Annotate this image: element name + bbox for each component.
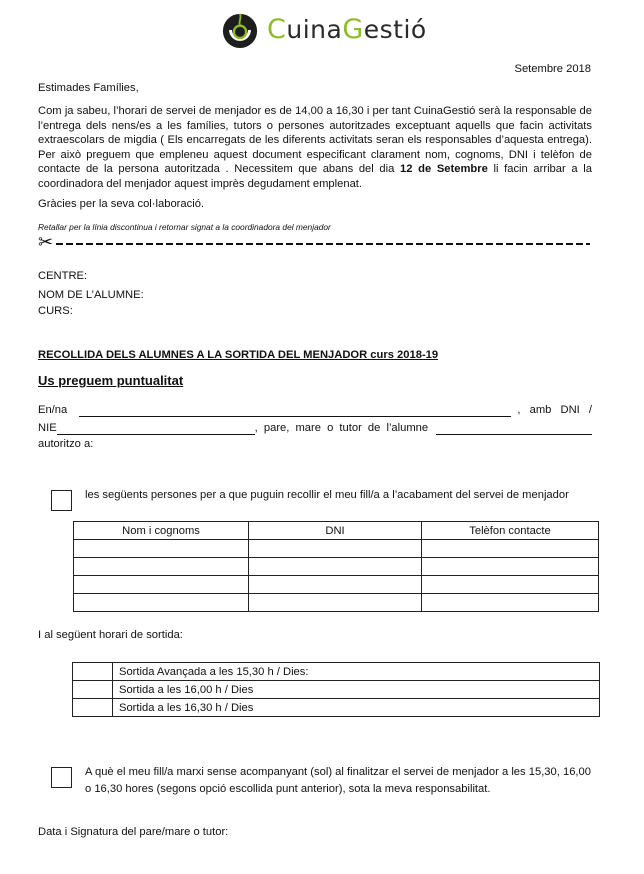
logo-text-gestio: estió xyxy=(363,15,427,44)
schedule-row xyxy=(73,699,600,717)
option1-checkbox[interactable] xyxy=(51,490,72,511)
cell-phone[interactable] xyxy=(422,594,599,612)
schedule-row xyxy=(73,681,600,699)
table-row xyxy=(74,540,599,558)
cell-phone[interactable] xyxy=(422,558,599,576)
schedule-option-label: Sortida a les 16,00 h / Dies xyxy=(113,681,600,699)
signature-label: Data i Signatura del pare/mare o tutor: xyxy=(38,826,229,838)
letter-body-text: Com ja sabeu, l’horari de servei de menjador es de 14,00 a 16,30 i per tant CuinaGestió serà la responsable de l’entrega dels nens/es a les famílies, tutors o persones autoritzades exceptuant aquells que facin activitats extraescolars de migdia ( Els encarregats de les diferents activitats seran els responsables d’aquesta entrega). Per això preguem que empleneu aquest document especificant clarament nom, cognoms, DNI i telèfon de contacte de la persona autoritzada . Necessitem que abans del dia xyxy=(38,105,592,175)
cell-phone[interactable] xyxy=(422,576,599,594)
student-name-field[interactable] xyxy=(436,423,592,435)
option2-checkbox[interactable] xyxy=(51,767,72,788)
nie-label: NIE xyxy=(38,422,57,434)
field-course-label: CURS: xyxy=(38,305,73,317)
table-header-row xyxy=(74,522,599,540)
cell-dni[interactable] xyxy=(249,576,422,594)
logo-text-cuina: uina xyxy=(286,15,343,44)
schedule-option-label: Sortida Avançada a les 15,30 h / Dies: xyxy=(113,663,600,681)
cell-dni[interactable] xyxy=(249,540,422,558)
schedule-select-cell[interactable] xyxy=(73,699,113,717)
schedule-select-cell[interactable] xyxy=(73,681,113,699)
field-centre-label: CENTRE: xyxy=(38,270,88,282)
authorized-persons-table xyxy=(73,521,599,612)
table-row xyxy=(74,594,599,612)
table-row xyxy=(74,558,599,576)
logo-letter-c: C xyxy=(267,14,287,45)
letter-date: Setembre 2018 xyxy=(514,63,591,75)
cut-instruction: Retallar per la línia discontinua i retornar signat a la coordinadora del menjador xyxy=(38,222,331,232)
cell-name[interactable] xyxy=(74,576,249,594)
letter-body-text-end: li facin arribar a la coordinadora del menjador aquest imprès degudament emplenat. xyxy=(38,163,592,190)
greeting: Estimades Famílies, xyxy=(38,82,139,94)
authorize-label: autoritzo a: xyxy=(38,438,94,450)
schedule-option-label: Sortida a les 16,30 h / Dies xyxy=(113,699,600,717)
authorization-line-2 xyxy=(38,419,592,435)
cell-dni[interactable] xyxy=(249,594,422,612)
schedule-intro: I al següent horari de sortida: xyxy=(38,629,183,641)
punctuality-subtitle: Us preguem puntualitat xyxy=(38,373,184,388)
en-na-label: En/na xyxy=(38,404,68,416)
guardian-dni-field[interactable] xyxy=(57,423,255,435)
schedule-select-cell[interactable] xyxy=(73,663,113,681)
cell-name[interactable] xyxy=(74,540,249,558)
option2-label: A què el meu fill/a marxi sense acompanyant (sol) al finalitzar el servei de menjador a les 15,30, 16,00 o 16,30 hores (segons opció escollida punt anterior), sota la meva responsabilitat. xyxy=(85,766,591,795)
cell-name[interactable] xyxy=(74,558,249,576)
thanks-line: Gràcies per la seva col·laboració. xyxy=(38,198,205,210)
exit-schedule-table xyxy=(72,662,600,717)
brand-name xyxy=(267,15,427,45)
letter-body xyxy=(38,104,592,191)
dni-label: , amb DNI / xyxy=(517,404,592,416)
scissors-icon: ✂ xyxy=(38,232,54,253)
column-header-dni: DNI xyxy=(249,522,422,540)
option1-label: les següents persones per a que puguin recollir el meu fill/a a l’acabament del servei de menjador xyxy=(85,489,569,501)
logo-letter-g: G xyxy=(342,14,364,45)
parent-of-student-label: , pare, mare o tutor de l’alumne xyxy=(254,422,429,434)
brand-logo xyxy=(221,10,427,50)
column-header-name: Nom i cognoms xyxy=(74,522,249,540)
field-student-name-label: NOM DE L’ALUMNE: xyxy=(38,289,144,301)
authorization-line-1 xyxy=(38,401,592,417)
schedule-row xyxy=(73,663,600,681)
cut-line xyxy=(38,233,590,253)
guardian-name-field[interactable] xyxy=(79,405,511,417)
cell-name[interactable] xyxy=(74,594,249,612)
cell-phone[interactable] xyxy=(422,540,599,558)
cooking-pot-logo-icon xyxy=(221,11,259,49)
cell-dni[interactable] xyxy=(249,558,422,576)
deadline-date: 12 de Setembre xyxy=(400,163,488,175)
dashed-line xyxy=(56,243,590,245)
column-header-phone: Telèfon contacte xyxy=(422,522,599,540)
table-row xyxy=(74,576,599,594)
section-title: RECOLLIDA DELS ALUMNES A LA SORTIDA DEL MENJADOR curs 2018-19 xyxy=(38,349,439,361)
